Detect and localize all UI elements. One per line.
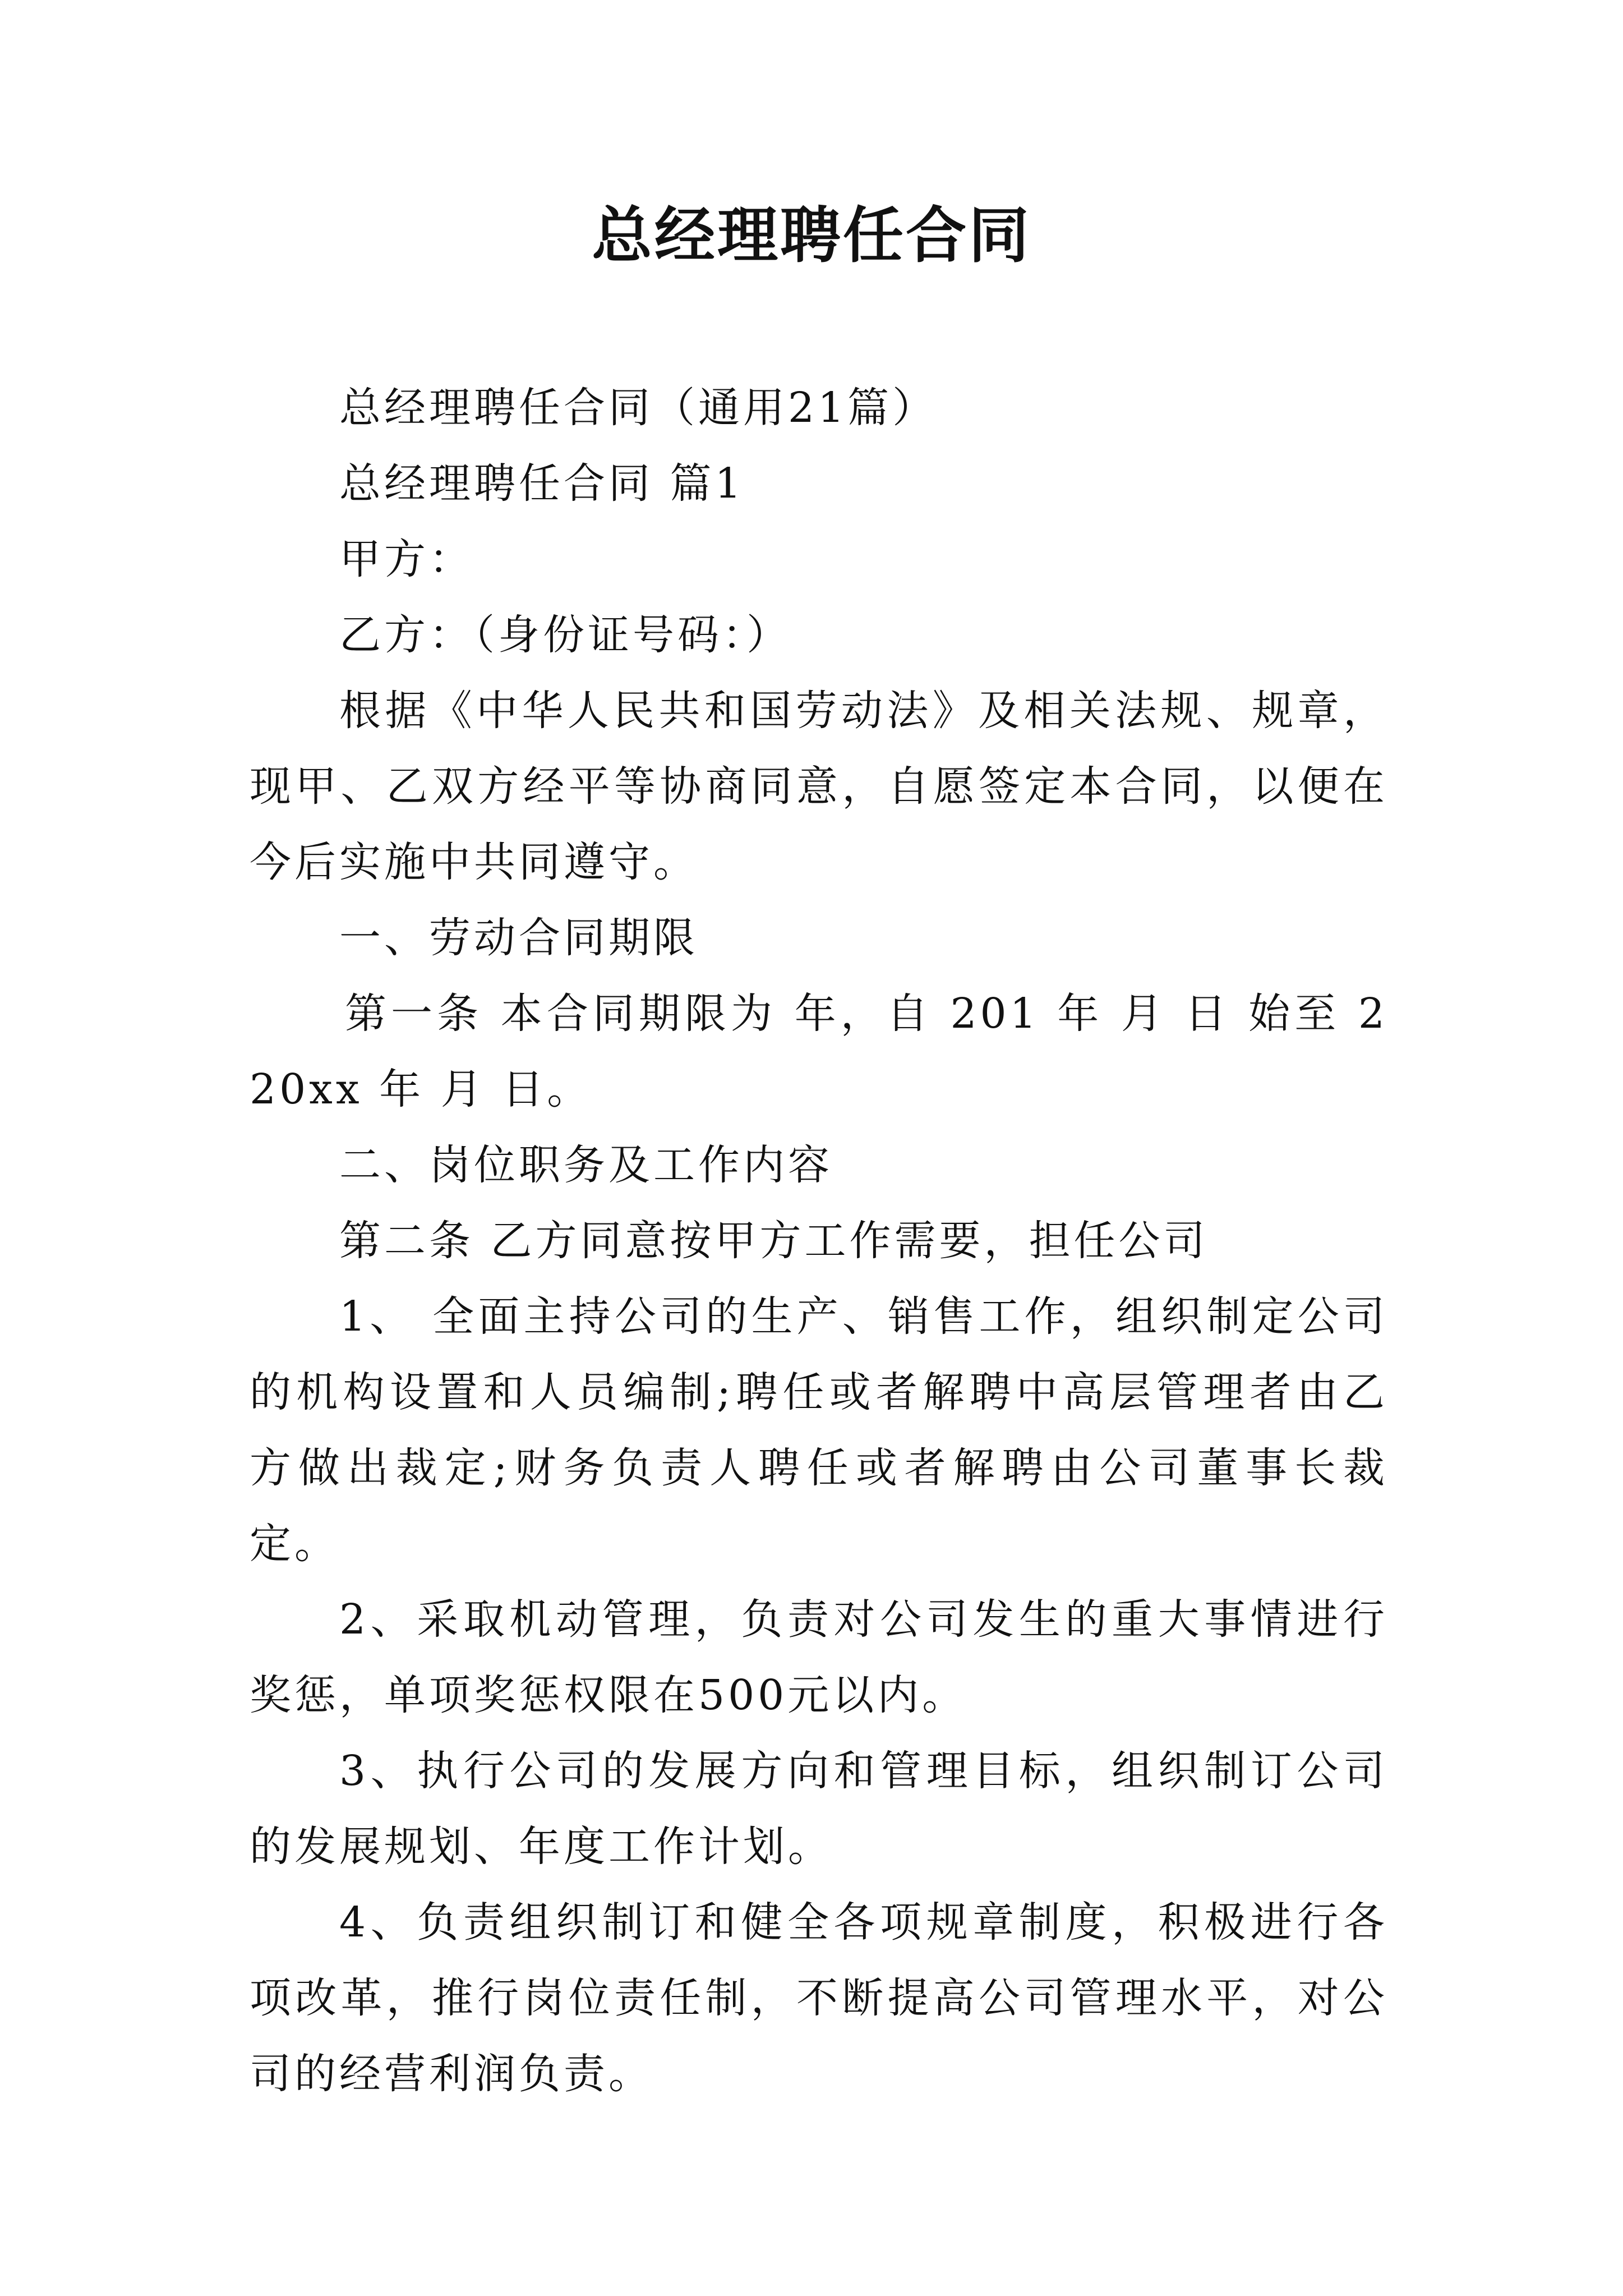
paragraph-item-3: 3、执行公司的发展方向和管理目标，组织制订公司的发展规划、年度工作计划。 bbox=[250, 1747, 1388, 1871]
paragraph-heading-term: 一、劳动合同期限 bbox=[339, 914, 698, 962]
paragraph-item-4: 4、负责组织制订和健全各项规章制度，积极进行各项改革，推行岗位责任制，不断提高公司管理水平，对公司的经营利润负责。 bbox=[250, 1898, 1388, 2098]
document-body bbox=[250, 370, 1388, 2112]
paragraph-heading-duties: 二、岗位职务及工作内容 bbox=[339, 1141, 833, 1189]
paragraph-party-a: 甲方： bbox=[339, 535, 474, 583]
paragraph-preamble: 根据《中华人民共和国劳动法》及相关法规、规章，现甲、乙双方经平等协商同意，自愿签定本合同，以便在今后实施中共同遵守。 bbox=[250, 687, 1388, 886]
paragraph-article-2: 第二条 乙方同意按甲方工作需要，担任公司 bbox=[339, 1217, 1209, 1265]
document-title: 总经理聘任合同 bbox=[591, 200, 1031, 271]
paragraph-item-2: 2、采取机动管理，负责对公司发生的重大事情进行奖惩，单项奖惩权限在500元以内。 bbox=[250, 1595, 1388, 1719]
paragraph-subtitle: 总经理聘任合同（通用21篇） bbox=[339, 384, 938, 432]
paragraph-item-1: 1、 全面主持公司的生产、销售工作，组织制定公司的机构设置和人员编制;聘任或者解聘中高层管理者由乙方做出裁定;财务负责人聘任或者解聘由公司董事长裁定。 bbox=[250, 1292, 1388, 1568]
paragraph-section-heading: 总经理聘任合同 篇1 bbox=[339, 459, 745, 508]
paragraph-article-1: 第一条 本合同期限为 年，自 201 年 月 日 始至 220xx 年 月 日。 bbox=[250, 990, 1388, 1114]
paragraph-party-b: 乙方：（身份证号码：） bbox=[339, 611, 791, 659]
